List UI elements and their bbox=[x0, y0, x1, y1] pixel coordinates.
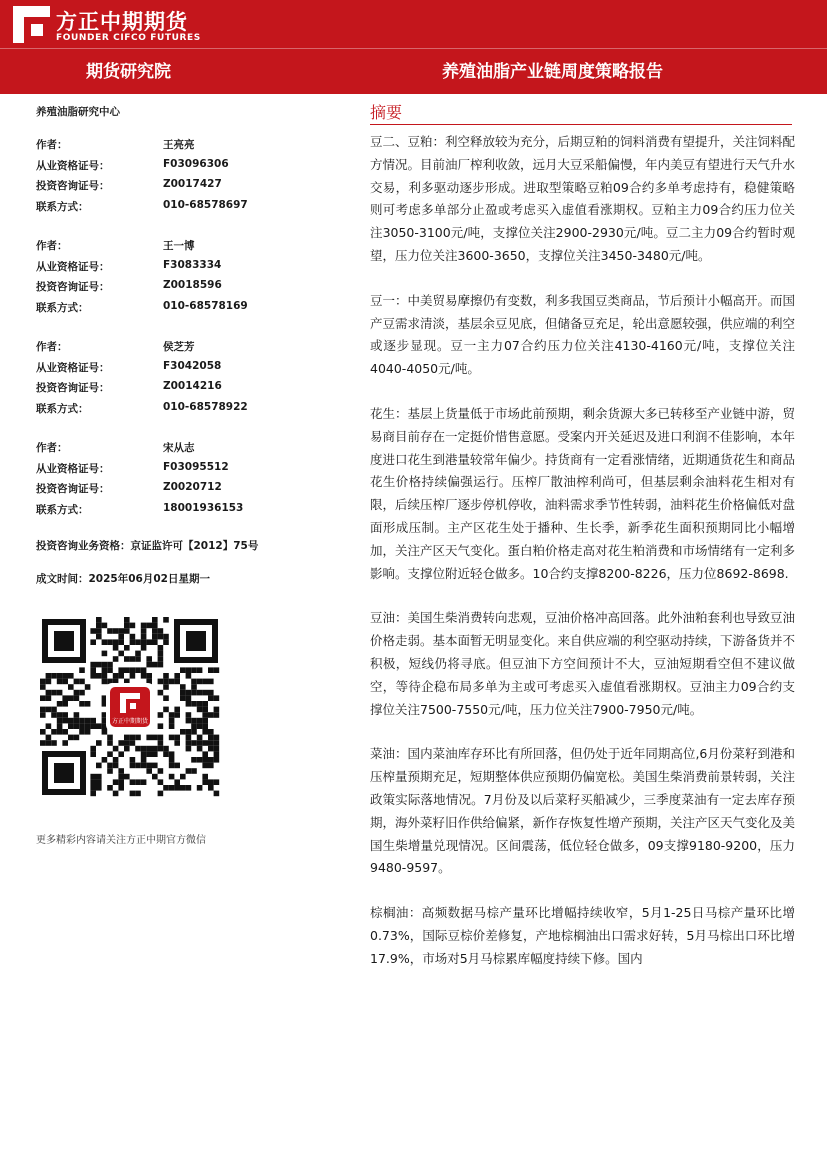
consult-cert-label: 投资咨询证号： bbox=[36, 382, 110, 394]
author-name: 侯芝芳 bbox=[163, 341, 195, 353]
summary-paragraph-rapeseed-oil: 菜油：国内菜油库存环比有所回落，但仍处于近年同期高位,6月份菜籽到港和压榨量预期充足，短期整体供应预期仍偏宽松。美国生柴消费前景转弱，关注政策实际落地情况。7月份及以后菜籽买船减少，三季度菜油有一定去库存预期，海外菜籽旧作供给偏紧，新作存恢复性增产预期，关注产区天气变化及美国生柴增量兑现情况。区间震荡，低位轻仓做多，09支撑9180-9200，压力9480-9597。 bbox=[370, 746, 796, 876]
publish-date: 成文时间：2025年06月02日星期一 bbox=[36, 573, 210, 585]
qual-cert-label: 从业资格证号： bbox=[36, 260, 110, 273]
qual-cert-value: F03096306 bbox=[163, 157, 229, 170]
qual-cert-value: F3083334 bbox=[163, 258, 222, 271]
qr-logo-text: 方正中期期货 bbox=[111, 718, 149, 725]
qr-finder-top-left bbox=[42, 619, 86, 663]
author-label: 作者： bbox=[36, 139, 68, 151]
qual-cert-label: 从业资格证号： bbox=[36, 159, 110, 172]
header-divider bbox=[0, 48, 827, 49]
contact-label: 联系方式： bbox=[36, 200, 89, 213]
author-name: 王一博 bbox=[163, 240, 195, 252]
author-label: 作者： bbox=[36, 240, 68, 252]
logo-english-name: FOUNDER CIFCO FUTURES bbox=[56, 33, 201, 43]
company-logo-icon bbox=[13, 6, 50, 43]
contact-label: 联系方式： bbox=[36, 301, 89, 314]
contact-value: 010-68578922 bbox=[163, 400, 248, 413]
author-block bbox=[36, 339, 326, 421]
author-label: 作者： bbox=[36, 341, 68, 353]
qr-finder-bottom-left bbox=[42, 751, 86, 795]
summary-paragraph-soybean-one: 豆一：中美贸易摩擦仍有变数，利多我国豆类商品，节后预计小幅高开。而国产豆需求清淡，基层余豆见底，但储备豆充足，轮出意愿较强，供应端的利空或逐步显现。豆一主力07合约压力位关注4130-4160元/吨，支撑位关注4040-4050元/吨。 bbox=[370, 292, 796, 377]
department-name: 期货研究院 bbox=[86, 62, 171, 82]
author-block bbox=[36, 440, 326, 522]
qual-cert-value: F03095512 bbox=[163, 460, 229, 473]
contact-value: 010-68578169 bbox=[163, 299, 248, 312]
summary-paragraph-soymeal: 豆二、豆粕：利空释放较为充分，后期豆粕的饲料消费有望提升，关注饲料配方情况。目前油厂榨利收敛，远月大豆采船偏慢，年内美豆有望进行天气升水交易，利多驱动逐步形成。进取型策略豆粕09合约多单考虑持有，稳健策略则可考虑多单部分止盈或考虑买入虚值看涨期权。豆粕主力09合约压力位关注3050-3100元/吨，支撑位关注2900-2930元/吨。豆二主力09合约暂时观望，压力位关注3600-3650，支撑位关注3450-3480元/吨。 bbox=[370, 134, 796, 263]
author-label: 作者： bbox=[36, 442, 68, 454]
author-name: 王亮亮 bbox=[163, 139, 195, 151]
author-block bbox=[36, 238, 326, 320]
summary-paragraph-peanut: 花生：基层上货量低于市场此前预期，剩余货源大多已转移至产业链中游，贸易商目前存在一定挺价惜售意愿。受案内开关延迟及进口利润不佳影响，本年度进口花生到港量较常年偏少。持货商有一定看涨情绪，近期通货花生和商品花生价格持续偏强运行。压榨厂散油榨利尚可，但基层剩余油料花生相对有限，后续压榨厂逐步停机停收，油料需求季节性转弱，油料花生价格偏低对盘面形成压制。主产区花生处于播种、生长季，新季花生面积预期同比小幅增加，关注产区天气变化。蛋白粕价格走高对花生粕消费和市场情绪有一定利多影响。支撑位附近轻仓做多。10合约支撑8200-8226，压力位8692-8698. bbox=[370, 405, 796, 581]
contact-value: 18001936153 bbox=[163, 501, 244, 514]
consult-cert-value: Z0014216 bbox=[163, 380, 222, 392]
contact-label: 联系方式： bbox=[36, 503, 89, 516]
qr-center-logo-icon bbox=[106, 683, 154, 731]
contact-label: 联系方式： bbox=[36, 402, 89, 415]
contact-value: 010-68578697 bbox=[163, 198, 248, 211]
logo-chinese-name: 方正中期期货 bbox=[56, 10, 188, 34]
consult-cert-label: 投资咨询证号： bbox=[36, 281, 110, 293]
wechat-qr-code bbox=[40, 617, 220, 797]
consult-cert-value: Z0018596 bbox=[163, 279, 222, 291]
author-block bbox=[36, 137, 326, 219]
research-center-name: 养殖油脂研究中心 bbox=[36, 106, 120, 118]
consult-cert-label: 投资咨询证号： bbox=[36, 180, 110, 192]
qual-cert-label: 从业资格证号： bbox=[36, 361, 110, 374]
consulting-qualification: 投资咨询业务资格：京证监许可【2012】75号 bbox=[36, 540, 259, 552]
consult-cert-label: 投资咨询证号： bbox=[36, 483, 110, 495]
report-title: 养殖油脂产业链周度策略报告 bbox=[442, 62, 663, 82]
consult-cert-value: Z0017427 bbox=[163, 178, 222, 190]
qr-caption: 更多精彩内容请关注方正中期官方微信 bbox=[36, 835, 206, 846]
qual-cert-label: 从业资格证号： bbox=[36, 462, 110, 475]
summary-title: 摘要 bbox=[370, 103, 403, 122]
qr-finder-top-right bbox=[174, 619, 218, 663]
page-header bbox=[0, 0, 827, 94]
author-name: 宋从志 bbox=[163, 442, 195, 454]
consult-cert-value: Z0020712 bbox=[163, 481, 222, 493]
summary-paragraph-palm-oil: 棕榈油：高频数据马棕产量环比增幅持续收窄，5月1-25日马棕产量环比增0.73%，国际豆棕价差修复，产地棕榈油出口需求好转，5月马棕出口环比增17.9%，市场对5月马棕累库幅度持续下修。国内 bbox=[370, 905, 795, 966]
summary-paragraph-soybean-oil: 豆油：美国生柴消费转向悲观，豆油价格冲高回落。此外油粕套利也导致豆油价格走弱。基本面暂无明显变化。来自供应端的利空驱动持续，下游备货并不积极，短线仍将寻底。但豆油下方空间预计不大，豆油短期看空但不建议做空，等待企稳布局多单为主或可考虑买入虚值看涨期权。豆油主力09合约支撑位关注7500-7550元/吨，压力位关注7900-7950元/吨。 bbox=[370, 610, 796, 717]
summary-section bbox=[370, 100, 795, 993]
qual-cert-value: F3042058 bbox=[163, 359, 222, 372]
